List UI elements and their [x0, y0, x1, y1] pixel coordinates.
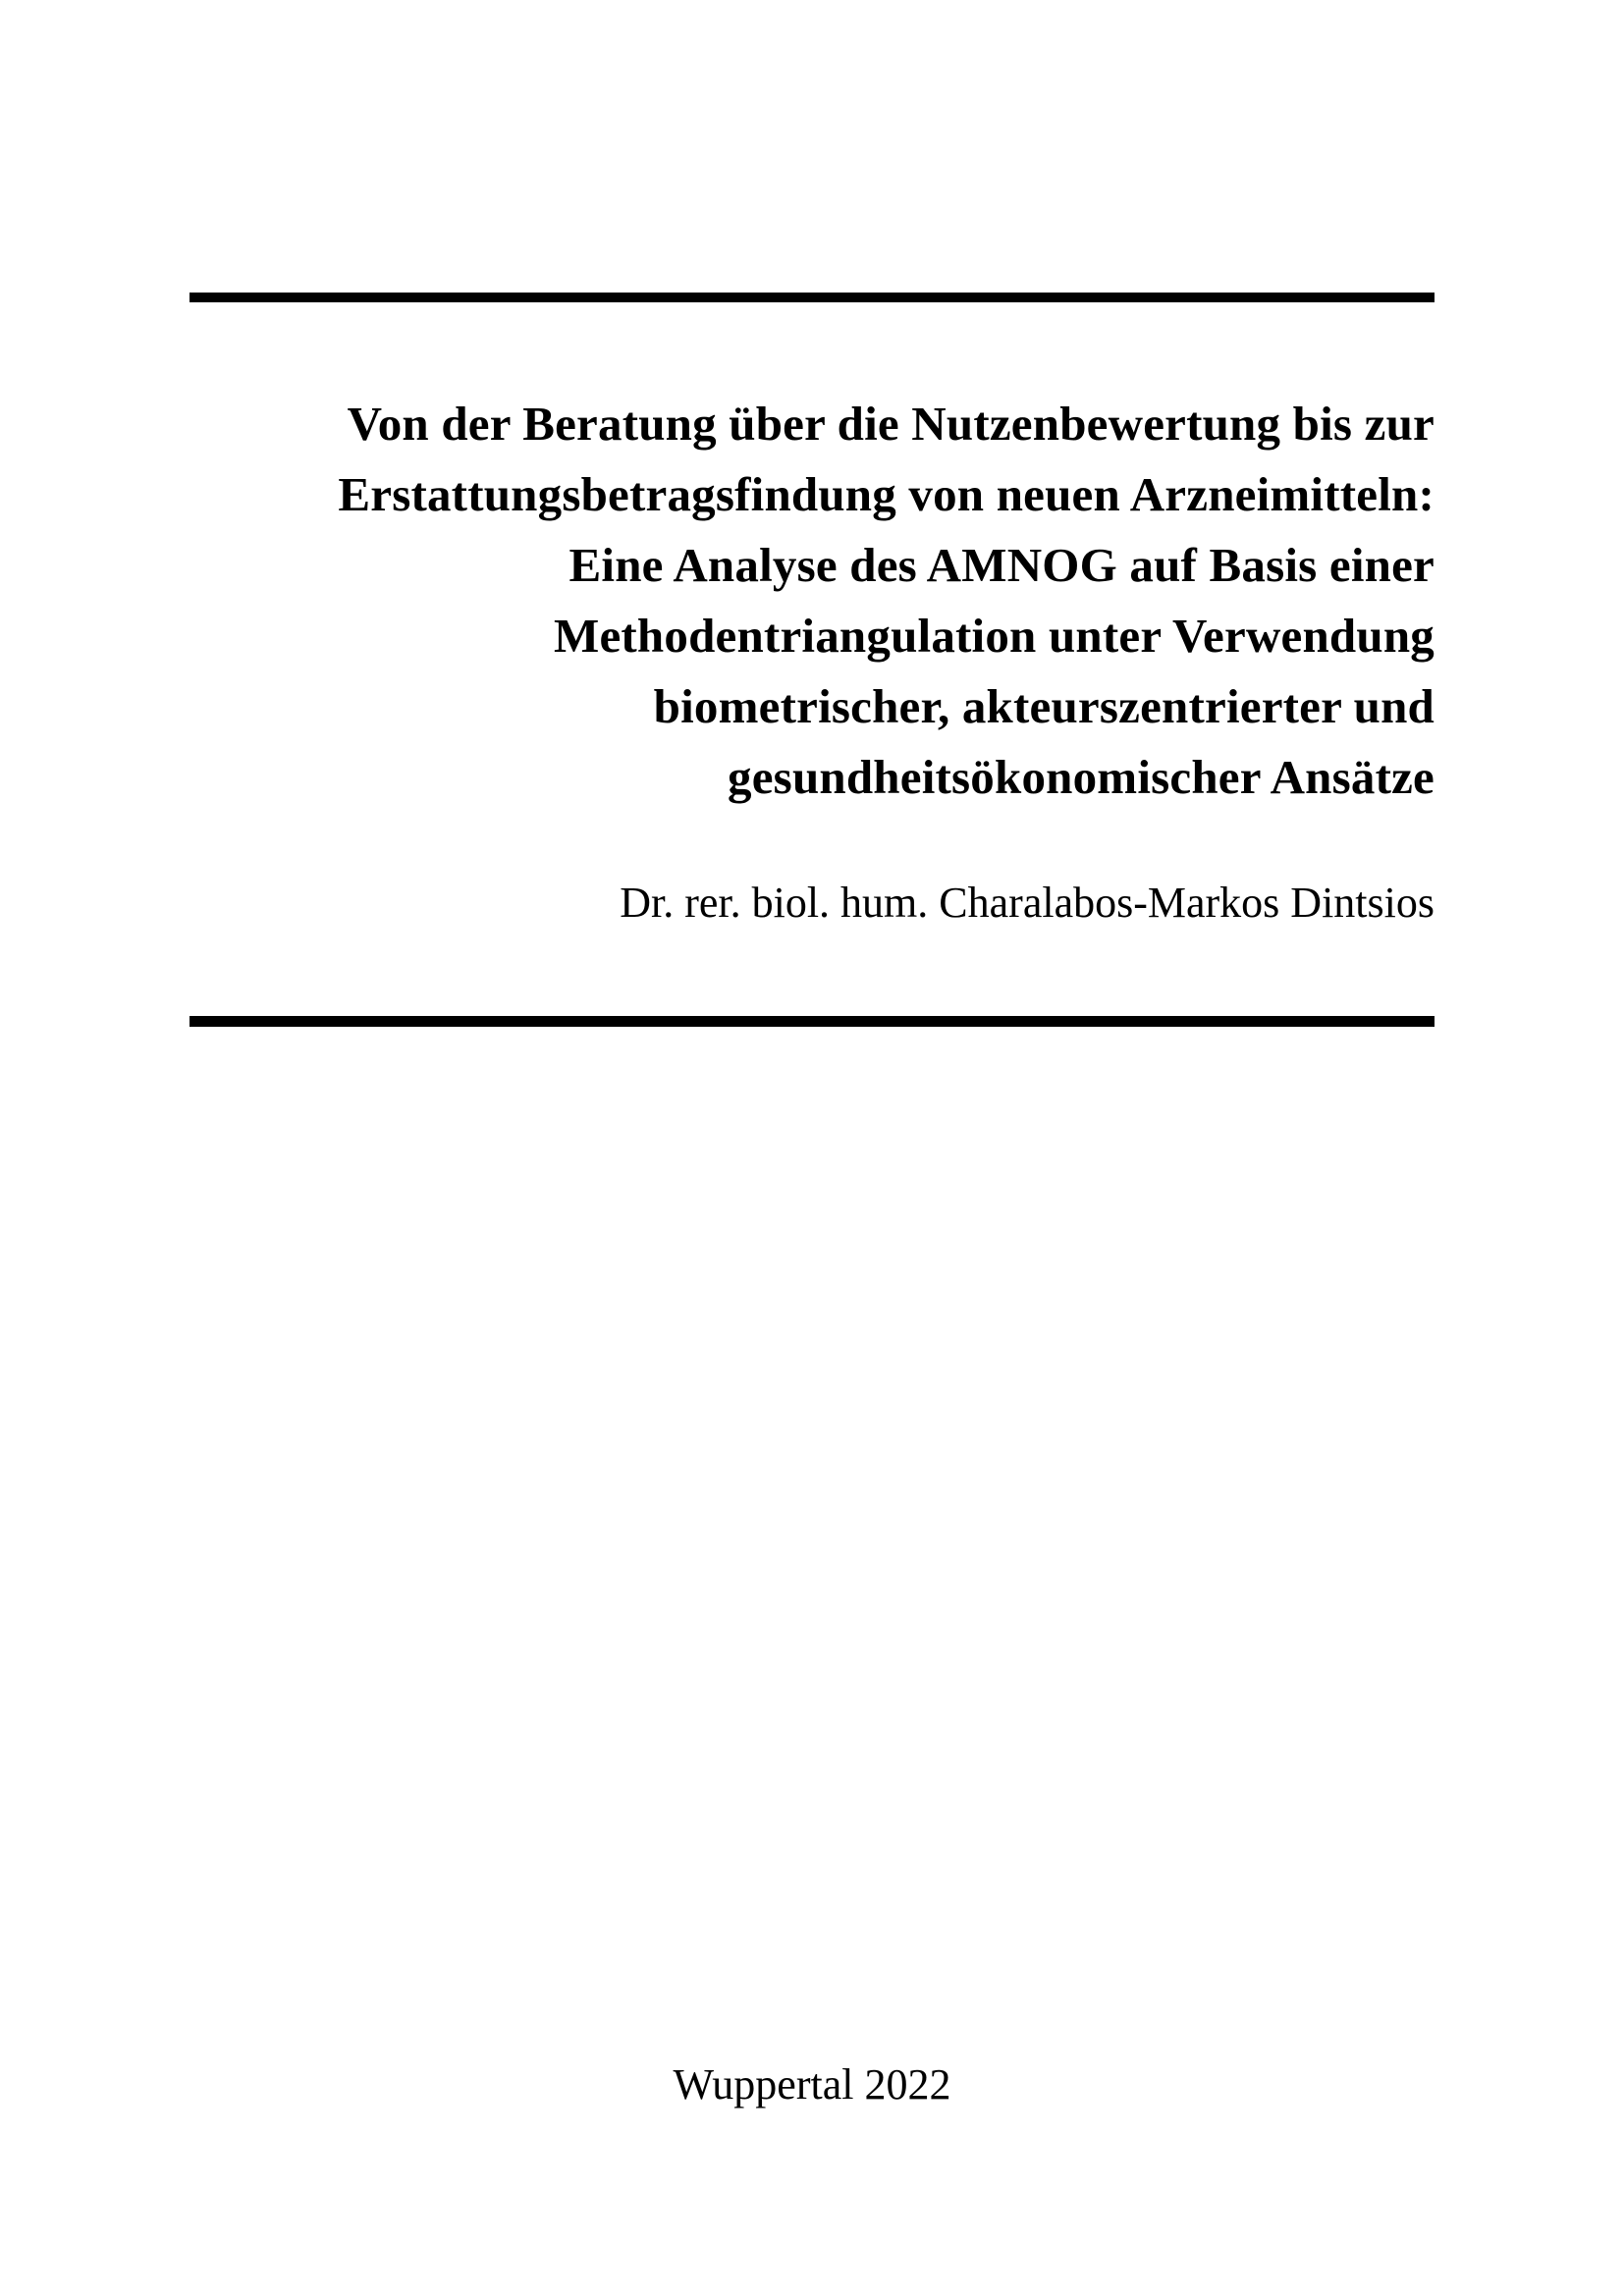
place-and-year: Wuppertal 2022	[673, 2060, 951, 2109]
title-line-6: gesundheitsökonomischer Ansätze	[728, 750, 1435, 804]
title-line-5: biometrischer, akteurszentrierter und	[653, 679, 1435, 733]
title-line-3: Eine Analyse des AMNOG auf Basis einer	[568, 538, 1435, 592]
title-line-2: Erstattungsbetragsfindung von neuen Arzneimitteln:	[338, 467, 1435, 521]
separator-rule	[189, 1016, 1435, 1027]
title-line-4: Methodentriangulation unter Verwendung	[554, 609, 1435, 663]
top-rule	[189, 293, 1435, 302]
dissertation-title	[189, 389, 1435, 813]
author-name: Dr. rer. biol. hum. Charalabos-Markos Dintsios	[620, 879, 1435, 927]
title-line-1: Von der Beratung über die Nutzenbewertung bis zur	[347, 397, 1435, 451]
